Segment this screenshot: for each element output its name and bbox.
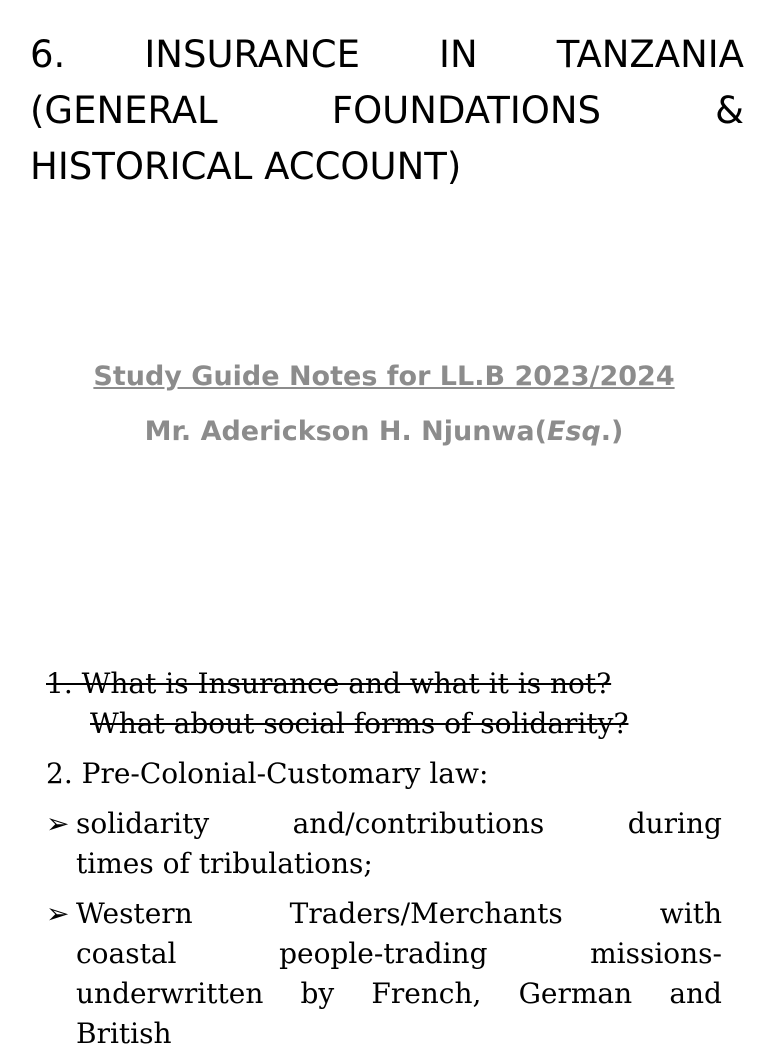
- bullet-word: solidarity: [76, 807, 210, 840]
- bullet-word: during: [627, 807, 722, 840]
- item-1-line-2: What about social forms of solidarity?: [90, 707, 629, 740]
- bullet-word: French,: [371, 977, 482, 1010]
- author-line: [0, 412, 768, 452]
- title-line-2: [30, 84, 744, 138]
- bullet-1-line-2: times of tribulations;: [76, 847, 373, 880]
- bullet-2-line-4: British: [76, 1017, 172, 1050]
- author-end: .): [600, 416, 624, 447]
- bullet-arrow-icon: ➢: [46, 807, 70, 840]
- bullet-2-line-3: [76, 974, 722, 1014]
- bullet-arrow-icon: ➢: [46, 897, 70, 930]
- title-word: (GENERAL: [30, 89, 218, 132]
- bullet-word: and/contributions: [292, 807, 545, 840]
- item-1-line-1: 1. What is Insurance and what it is not?: [46, 667, 612, 700]
- title-word: INSURANCE: [144, 33, 360, 76]
- bullet-word: Western: [76, 897, 193, 930]
- author-name: Mr. Aderickson H. Njunwa(: [144, 416, 547, 447]
- item-2: 2. Pre-Colonial-Customary law:: [46, 757, 489, 790]
- bullet-1-line-1: [76, 804, 722, 844]
- bullet-word: coastal: [76, 937, 177, 970]
- title-word: IN: [439, 33, 478, 76]
- author-suffix: Esq: [546, 416, 601, 447]
- title-line-1: [30, 28, 744, 82]
- title-word: FOUNDATIONS: [331, 89, 602, 132]
- bullet-word: German: [518, 977, 633, 1010]
- bullet-word: by: [300, 977, 335, 1010]
- title-word: 6.: [30, 33, 66, 76]
- bullet-word: underwritten: [76, 977, 264, 1010]
- title-word: TANZANIA: [556, 33, 744, 76]
- title-line-3: HISTORICAL ACCOUNT): [30, 145, 462, 188]
- bullet-word: with: [659, 897, 722, 930]
- bullet-word: Traders/Merchants: [289, 897, 563, 930]
- bullet-2-line-2: [76, 934, 722, 974]
- study-guide-text: Study Guide Notes for LL.B 2023/2024: [93, 361, 675, 392]
- bullet-word: people-trading: [279, 937, 488, 970]
- study-guide-heading: [0, 357, 768, 397]
- bullet-word: missions-: [590, 937, 722, 970]
- bullet-word: and: [669, 977, 722, 1010]
- bullet-2-line-1: [76, 894, 722, 934]
- title-word: &: [715, 89, 744, 132]
